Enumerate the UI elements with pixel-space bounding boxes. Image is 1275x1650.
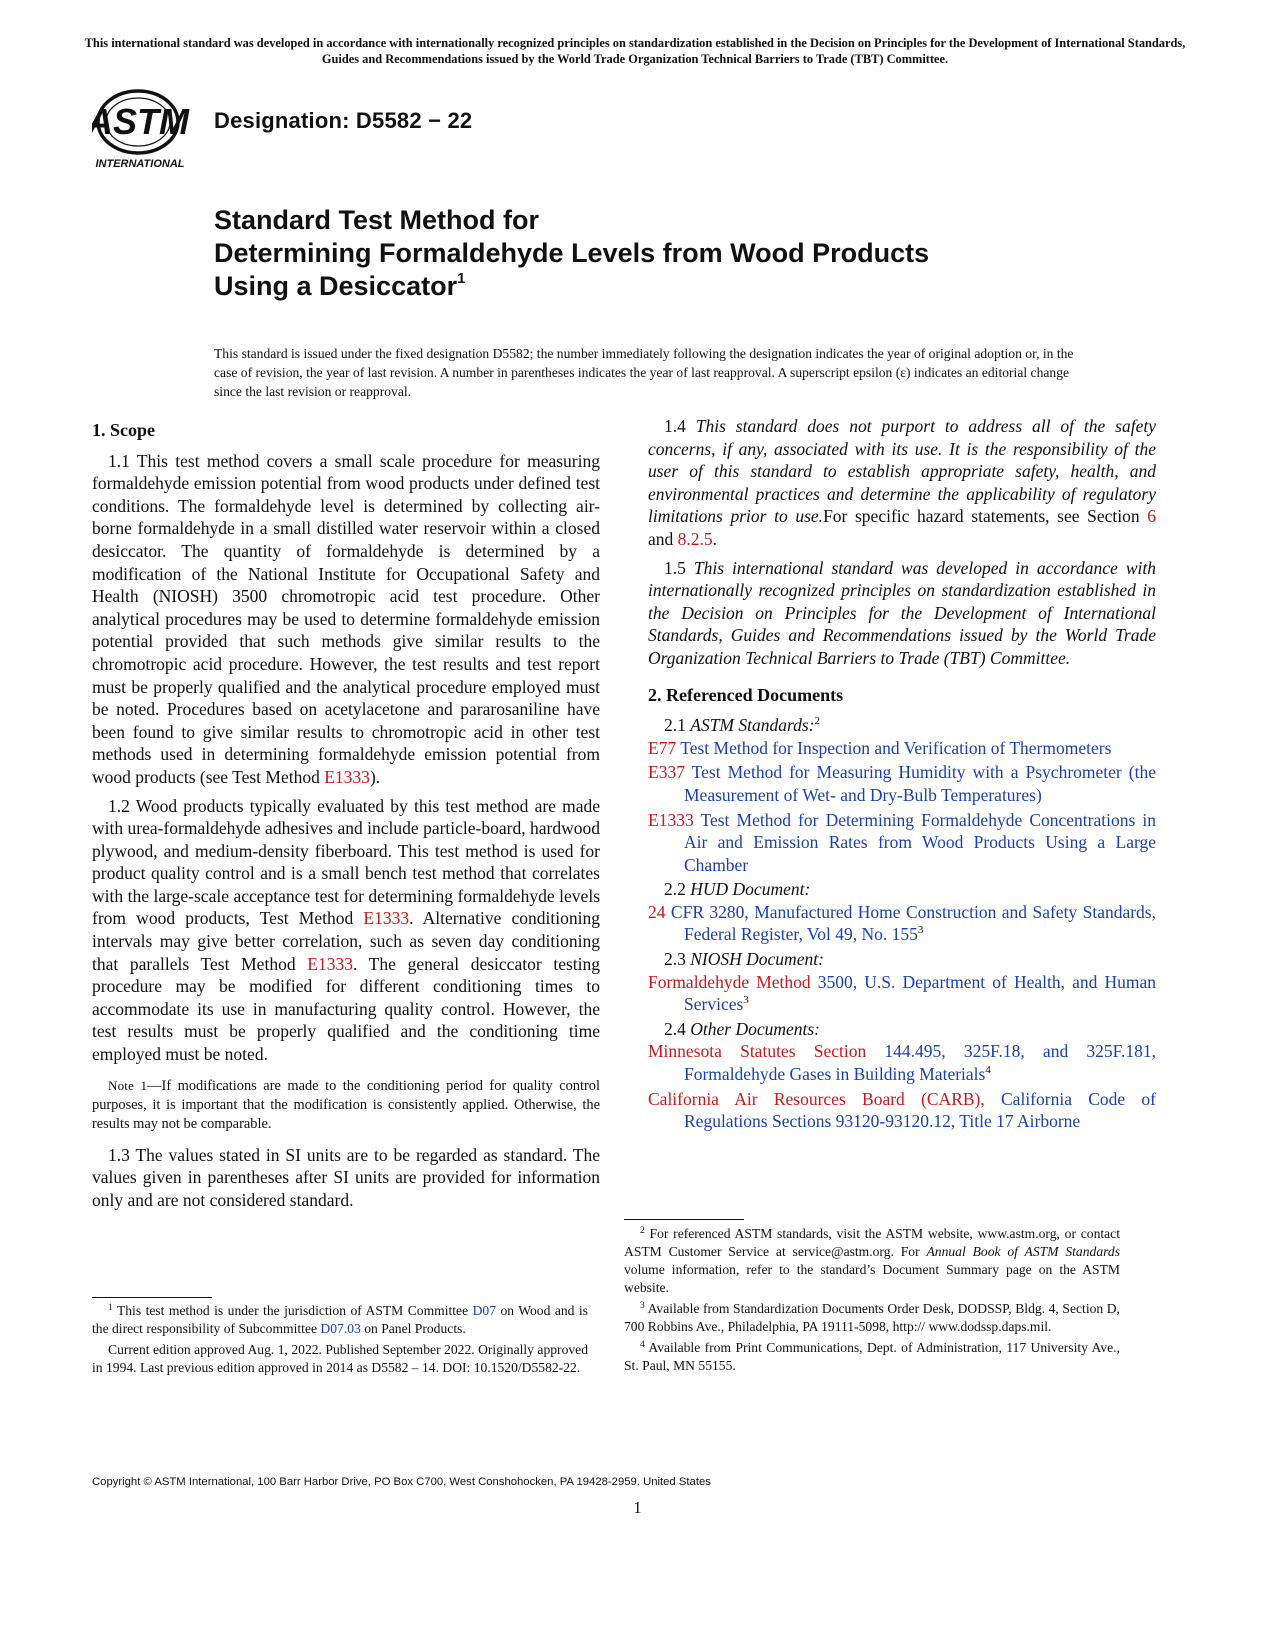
footnotes-left xyxy=(92,1302,588,1380)
ref-code[interactable]: E1333 xyxy=(648,809,694,830)
title-line-2: Determining Formaldehyde Levels from Wood Products xyxy=(214,238,930,268)
reference-e337[interactable] xyxy=(648,761,1156,806)
paragraph-1-2: 1.2 Wood products typically evaluated by this test method are made with urea-formaldehyde adhesives and include particle-board, hardwood plywood, and medium-density fiberboard. This test method is used for product quality control and is a small bench test method that correlates with the large-scale acceptance test for determining formaldehyde levels from wood products, Test Method E1333. Alternative conditioning intervals may give better correlation, such as seven day conditioning that parallels Test Method E1333. The general desiccator testing procedure may be modified for different conditioning times to accommodate its use in manufacturing quality control. However, the test results must be properly qualified and the conditioning time employed must be noted. xyxy=(92,795,600,1065)
logo-subtitle: INTERNATIONAL xyxy=(95,158,185,170)
ref-title[interactable]: Test Method for Measuring Humidity with a Psychrometer (the Measurement of Wet- and Dry-Bulb Temperatures) xyxy=(684,762,1156,805)
link-e1333[interactable]: E1333 xyxy=(363,908,410,929)
footnote-1-edition: Current edition approved Aug. 1, 2022. Published September 2022. Originally approved in 1994. Last previous edition approved in 2014 as D5582 – 14. DOI: 10.1520/D5582-22. xyxy=(92,1342,588,1375)
left-column xyxy=(92,415,600,1217)
footnote-4: $^4$ Available from Print Communications, Dept. of Administration, 117 University Ave., St. Paul, MN 55155. xyxy=(624,1340,1120,1373)
link-e1333[interactable]: E1333 xyxy=(307,953,353,974)
copyright-notice: Copyright © ASTM International, 100 Barr Harbor Drive, PO Box C700, West Conshohocken, PA 19428-2959. United States xyxy=(92,1476,711,1488)
niosh-document-heading: 2.3 NIOSH Document: xyxy=(664,949,824,970)
paragraph-1-3: 1.3 The values stated in SI units are to be regarded as standard. The values given in parentheses after SI units are provided for information only and are not considered standard. xyxy=(92,1144,600,1210)
paragraph-1-4: 1.4 This standard does not purport to address all of the safety concerns, if any, associated with its use. It is the responsibility of the user of this standard to establish appropriate safety, health, and environmental practices and determine the applicability of regulatory limitations prior to use.For specific hazard statements, see Section 6 and 8.2.5. xyxy=(648,416,1157,549)
document-title xyxy=(214,204,1174,303)
hud-document-heading: 2.2 HUD Document: xyxy=(664,879,811,900)
issuance-note: This standard is issued under the fixed designation D5582; the number immediately following the designation indicates the year of original adoption or, in the case of revision, the year of last revision. A number in parentheses indicates the year of last reapproval. A superscript epsilon (ε) indicates an editorial change since the last revision or reapproval. xyxy=(214,346,1074,399)
title-line-3: Using a Desiccator$^1$ xyxy=(214,270,466,301)
ref-title[interactable]: Test Method for Inspection and Verification of Thermometers xyxy=(676,737,1112,758)
scope-heading: 1. Scope xyxy=(92,420,155,440)
logo-letters: ASTM xyxy=(92,101,189,142)
reference-e1333[interactable] xyxy=(648,809,1156,877)
paragraph-1-5: 1.5 This international standard was developed in accordance with internationally recognized principles on standardization established in the Decision on Principles for the Development of International Standards, Guides and Recommendations issued by the World Trade Organization Technical Barriers to Trade (TBT) Committee. xyxy=(648,557,1157,668)
astm-logo xyxy=(92,86,192,172)
reference-minnesota[interactable]: Minnesota Statutes Section 144.495, 325F.18, and 325F.181, Formaldehyde Gases in Building Materials$^4$ xyxy=(648,1041,1156,1085)
title-footnote-mark[interactable]: 1 xyxy=(457,270,466,287)
footnote-3: $^3$ Available from Standardization Documents Order Desk, DODSSP, Bldg. 4, Section D, 700 Robbins Ave., Philadelphia, PA 19111-5098, http:// www.dodssp.daps.mil. xyxy=(624,1301,1120,1334)
footnote-2: $^2$ For referenced ASTM standards, visit the ASTM website, www.astm.org, or contact ASTM Customer Service at service@astm.org. For Annual Book of ASTM Standards volume information, refer to the standard’s Document Summary page on the ASTM website. xyxy=(624,1226,1120,1295)
ref-code[interactable]: E77 xyxy=(648,737,677,758)
astm-logo-icon xyxy=(92,86,192,172)
footnote-1: $^1$ This test method is under the jurisdiction of ASTM Committee D07 on Wood and is the direct responsibility of Subcommittee D07.03 on Panel Products. xyxy=(92,1303,588,1336)
footnote-divider-right xyxy=(624,1219,744,1220)
link-section-6[interactable]: 6 xyxy=(1147,506,1157,527)
link-d07-03[interactable]: D07.03 xyxy=(320,1321,361,1336)
right-column xyxy=(648,415,1156,1135)
reference-hud[interactable]: 24 CFR 3280, Manufactured Home Construction and Safety Standards, Federal Register, Vol 49, No. $155^3$ xyxy=(648,901,1156,945)
reference-e77[interactable] xyxy=(648,737,1156,760)
referenced-documents-heading: 2. Referenced Documents xyxy=(648,684,844,705)
page-number: 1 xyxy=(633,1498,642,1517)
link-e1333[interactable]: E1333 xyxy=(324,766,370,787)
top-notice: This international standard was developed in accordance with internationally recognized principles on standardization established in the Decision on Principles for the Development of International Standards, Guides and Recommendations issued by the World Trade Organization Technical Barriers to Trade (TBT) Committee. xyxy=(84,36,1186,66)
link-d07[interactable]: D07 xyxy=(472,1303,496,1318)
note-label: Note 1 xyxy=(108,1077,148,1093)
ref-code[interactable]: E337 xyxy=(648,762,685,783)
astm-standards-heading: 2.1 ASTM Standards:$^2$ xyxy=(664,715,821,736)
reference-carb[interactable]: California Air Resources Board (CARB), California Code of Regulations Sections 93120-93120.12, Title 17 Airborne xyxy=(648,1088,1157,1132)
footnotes-right xyxy=(624,1225,1120,1378)
title-line-1: Standard Test Method for xyxy=(214,205,540,235)
footnote-divider-left xyxy=(92,1297,212,1298)
designation: Designation: D5582 − 22 xyxy=(214,108,473,133)
reference-niosh[interactable]: Formaldehyde Method 3500, U.S. Department of Health, and Human Services$^3$ xyxy=(648,971,1157,1015)
paragraph-1-1: 1.1 This test method covers a small scale procedure for measuring formaldehyde emission potential from wood products under defined test conditions. The formaldehyde level is determined by collecting air-borne formaldehyde in a small distilled water reservoir within a closed desiccator. The quantity of formaldehyde is determined by a modification of the National Institute for Occupational Safety and Health (NIOSH) 3500 chromotropic acid test procedure. Other analytical procedures may be used to determine formaldehyde emission potential provided that such methods give similar results to the chromotropic acid procedure. However, the test results and test report must be properly qualified and the analytical procedure employed must be noted. Procedures based on acetylacetone and pararosaniline have been found to give similar results to chromotropic acid in other test methods used in determining formaldehyde emission potential from wood products (see Test Method E1333). xyxy=(92,450,600,787)
other-documents-heading: 2.4 Other Documents: xyxy=(664,1018,821,1039)
note-1: Note 1—If modifications are made to the conditioning period for quality control purposes, it is important that the modification is consistently applied. Otherwise, the results may not be comparable. xyxy=(92,1077,600,1132)
link-section-8-2-5[interactable]: 8.2.5 xyxy=(677,528,713,549)
ref-title[interactable]: Test Method for Determining Formaldehyde Concentrations in Air and Emission Rates from Wood Products Using a Large Chamber xyxy=(684,809,1156,875)
